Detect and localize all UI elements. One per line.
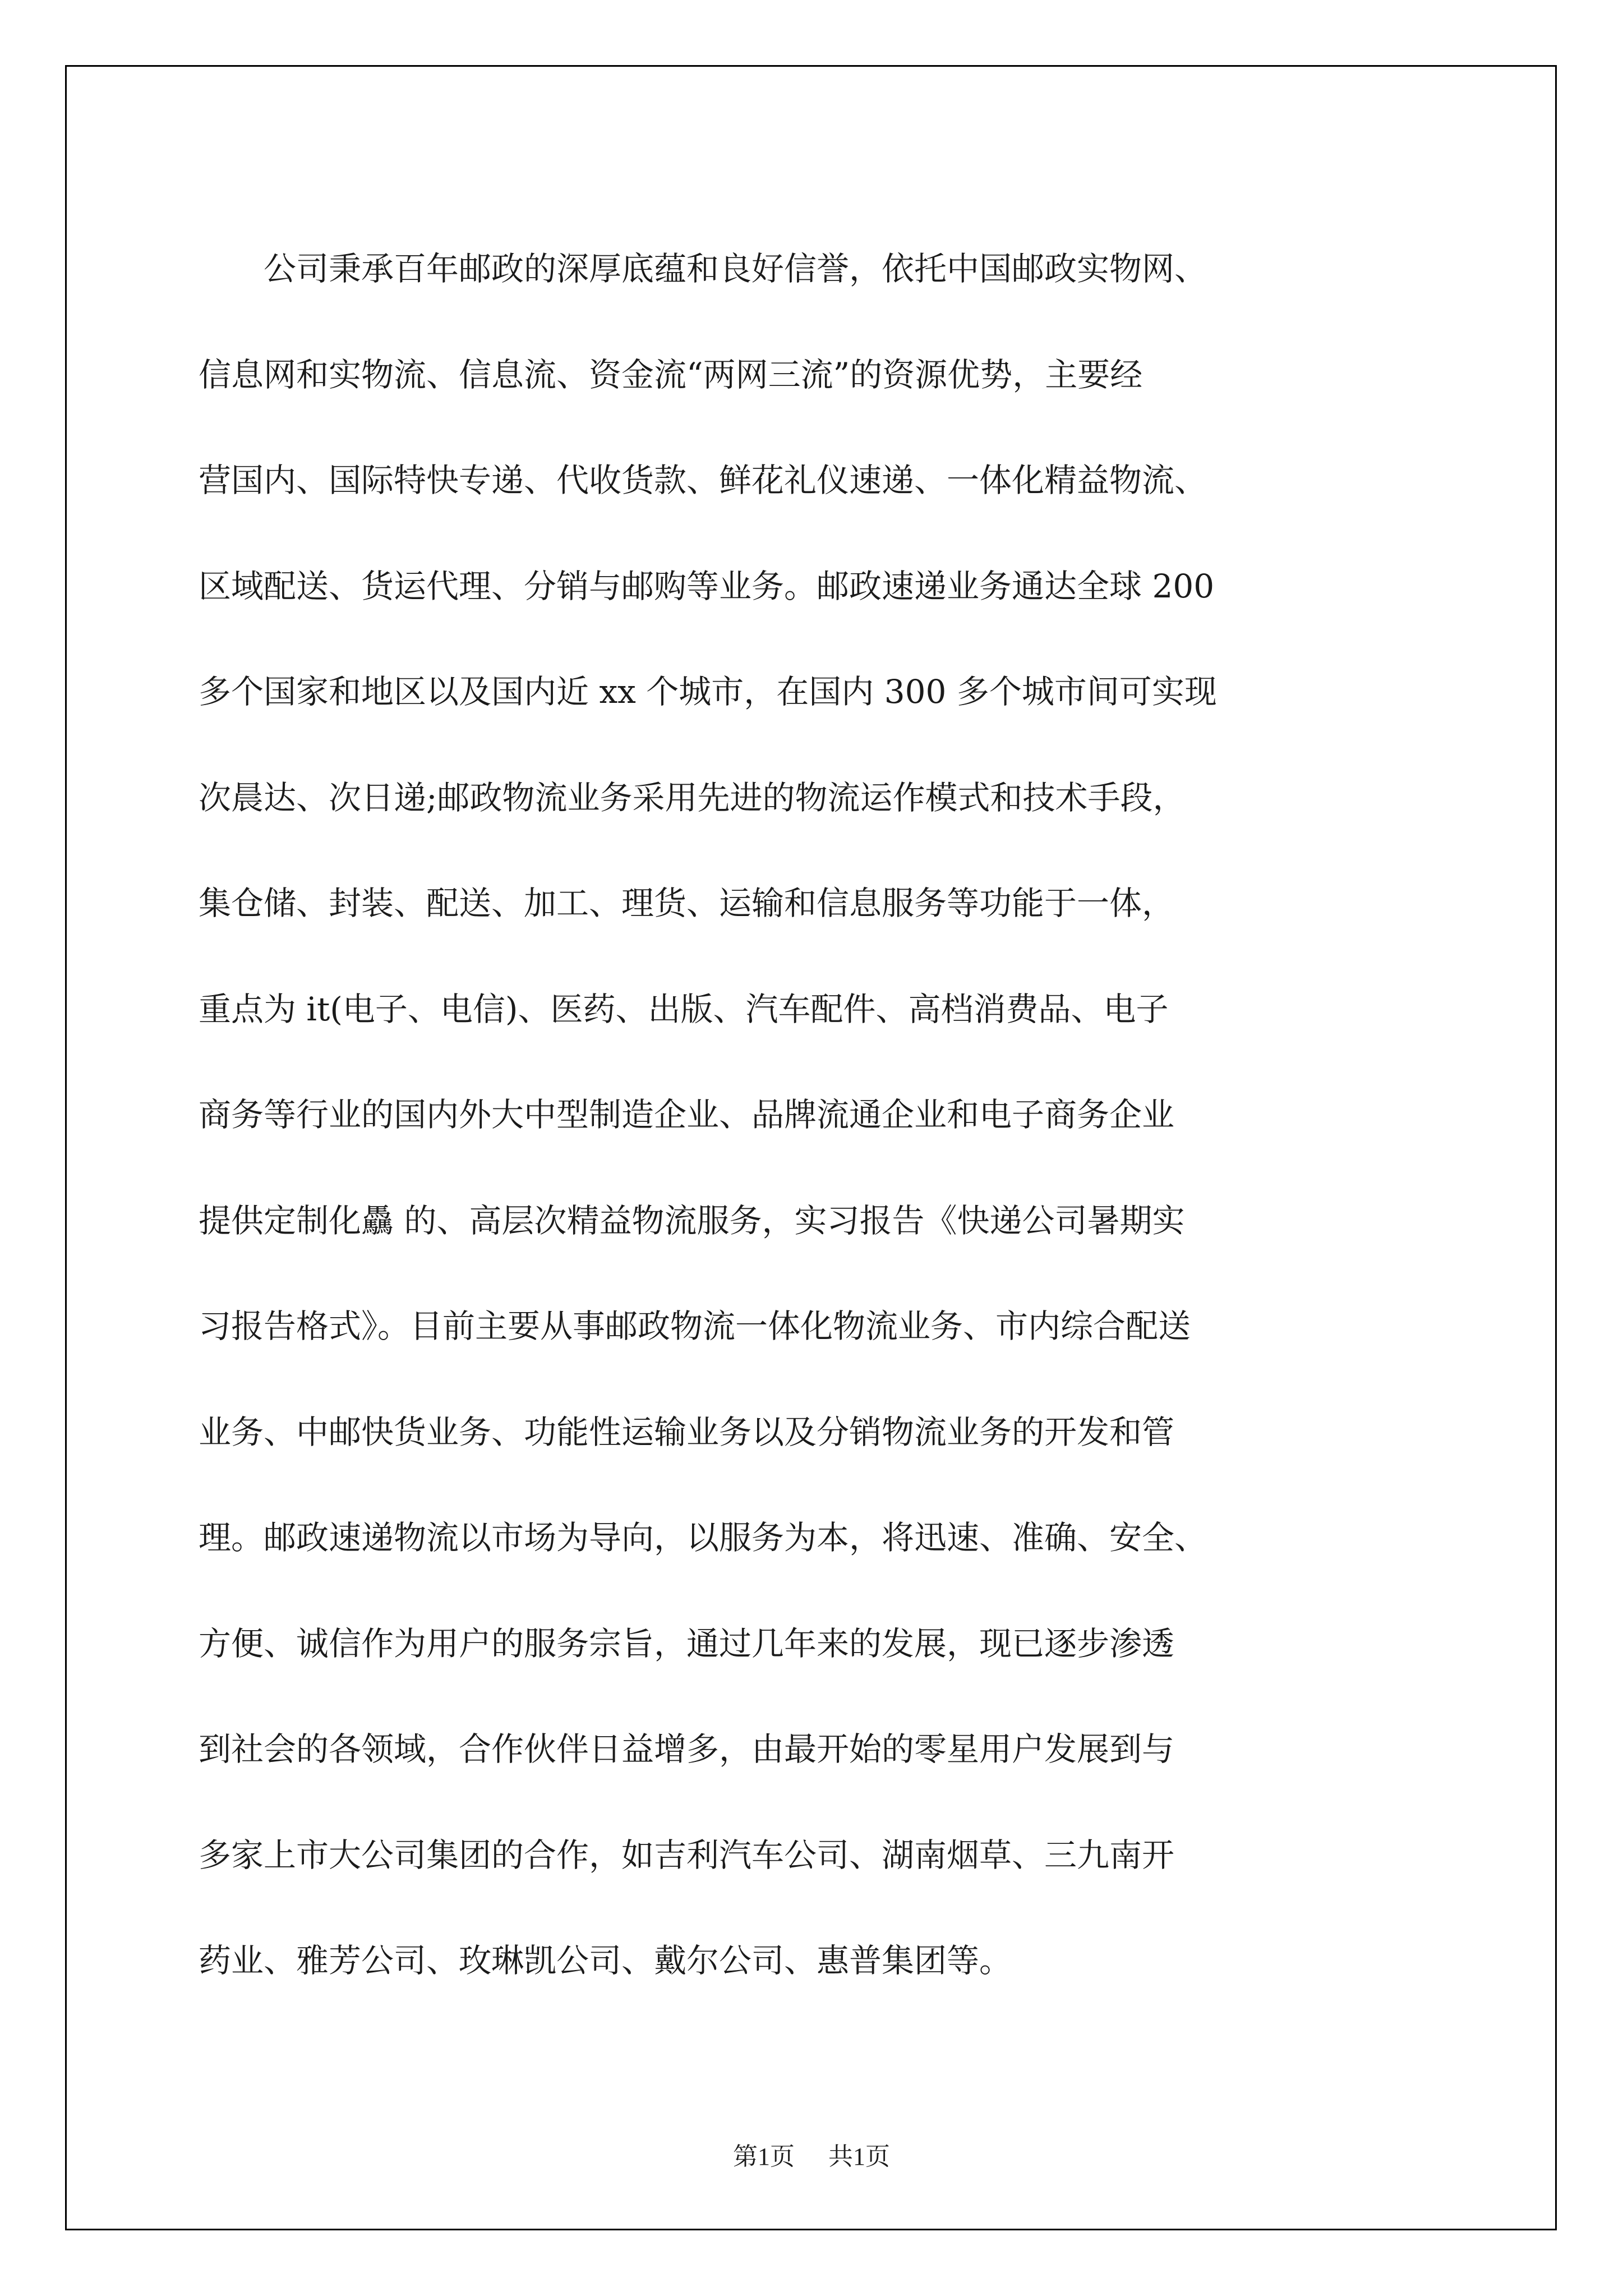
paragraph-line: 药业、雅芳公司、玫琳凯公司、戴尔公司、惠普集团等。 xyxy=(199,1941,1012,1980)
paragraph-line: 习报告格式》。目前主要从事邮政物流一体化物流业务、市内综合配送 xyxy=(199,1307,1191,1345)
paragraph-line: 商务等行业的国内外大中型制造企业、品牌流通企业和电子商务企业 xyxy=(199,1096,1175,1134)
paragraph-line: 次晨达、次日递;邮政物流业务采用先进的物流运作模式和技术手段， xyxy=(199,778,1186,817)
paragraph-line: 集仓储、封装、配送、加工、理货、运输和信息服务等功能于一体， xyxy=(199,884,1175,922)
paragraph-line: 业务、中邮快货业务、功能性运输业务以及分销物流业务的开发和管 xyxy=(199,1412,1175,1451)
paragraph-line: 区域配送、货运代理、分销与邮购等业务。邮政速递业务通达全球 200 xyxy=(199,567,1215,605)
paragraph-line: 方便、诚信作为用户的服务宗旨，通过几年来的发展，现已逐步渗透 xyxy=(199,1624,1175,1663)
paragraph-line: 公司秉承百年邮政的深厚底蕴和良好信誉，依托中国邮政实物网、 xyxy=(264,250,1207,288)
paragraph-line: 信息网和实物流、信息流、资金流“两网三流”的资源优势，主要经 xyxy=(199,355,1143,394)
paragraph-line: 理。邮政速递物流以市场为导向，以服务为本，将迅速、准确、安全、 xyxy=(199,1519,1207,1557)
page-number-current: 第1页 xyxy=(733,2143,795,2170)
page-number-total: 共1页 xyxy=(828,2143,890,2170)
paragraph-line: 提供定制化驫 的、高层次精益物流服务，实习报告《快递公司暑期实 xyxy=(199,1201,1185,1240)
paragraph-line: 多个国家和地区以及国内近 xx 个城市，在国内 300 多个城市间可实现 xyxy=(199,673,1217,711)
paragraph-line: 营国内、国际特快专递、代收货款、鲜花礼仪速递、一体化精益物流、 xyxy=(199,461,1207,499)
paragraph-line: 多家上市大公司集团的合作，如吉利汽车公司、湖南烟草、三九南开 xyxy=(199,1835,1175,1874)
paragraph-line: 到社会的各领域，合作伙伴日益增多，由最开始的零星用户发展到与 xyxy=(199,1730,1175,1768)
page-footer xyxy=(0,2136,1623,2172)
paragraph-line: 重点为 it(电子、电信)、医药、出版、汽车配件、高档消费品、电子 xyxy=(199,990,1169,1028)
body-paragraph xyxy=(199,216,1432,2014)
